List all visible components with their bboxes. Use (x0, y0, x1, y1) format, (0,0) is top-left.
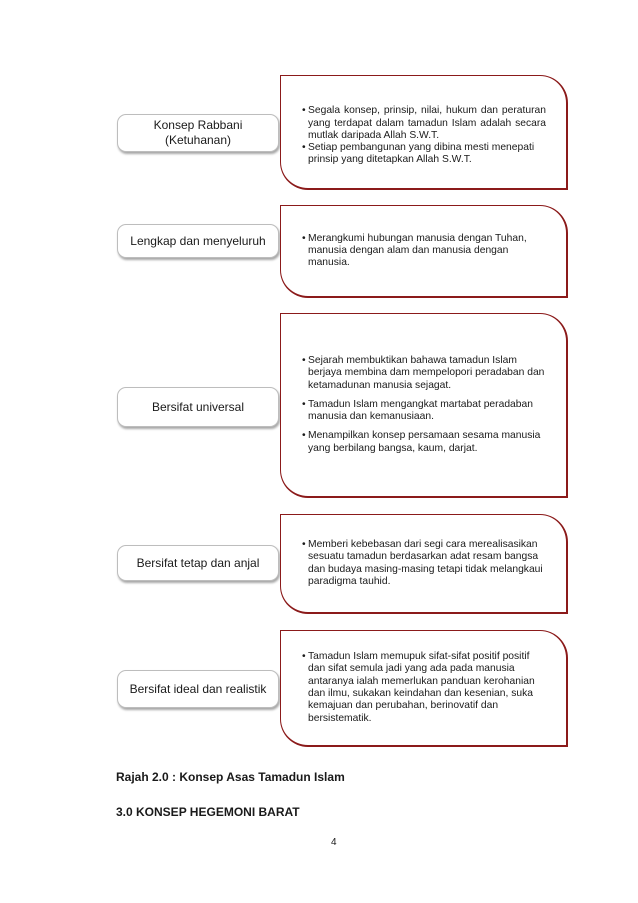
concept-label-lengkap (117, 224, 279, 258)
concept-label-tetap-anjal (117, 545, 279, 581)
concept-label-universal (117, 387, 279, 427)
concept-label-ideal-realistik (117, 670, 279, 708)
concept-label-text: Lengkap dan menyeluruh (130, 233, 266, 248)
concept-description-tetap-anjal (280, 514, 568, 614)
section-heading: 3.0 KONSEP HEGEMONI BARAT (116, 805, 300, 819)
concept-description-universal (280, 313, 568, 498)
concept-label-text: Bersifat universal (151, 399, 245, 414)
bullet-text: • Menampilkan konsep persamaan sesama manusia yang berbilang bangsa, kaum, darjat. (303, 430, 546, 455)
concept-description-ideal-realistik (280, 630, 568, 747)
bullet-text: • Segala konsep, prinsip, nilai, hukum dan peraturan yang terdapat dalam tamadun Islam adalah secara mutlak daripada Allah S.W.T. (303, 105, 546, 142)
bullet-text: • Memberi kebebasan dari segi cara merealisasikan sesuatu tamadun berdasarkan adat resam bangsa dan budaya masing-masing tetapi tidak melangkaui paradigma tauhid. (303, 539, 546, 588)
concept-description-lengkap (280, 205, 568, 298)
bullet-text: • Tamadun Islam mengangkat martabat peradaban manusia dan kemanusiaan. (303, 399, 546, 424)
bullet-text: • Merangkumi hubungan manusia dengan Tuhan, manusia dengan alam dan manusia dengan manusia. (303, 233, 546, 270)
concept-label-text: Bersifat ideal dan realistik (129, 681, 267, 696)
concept-label-text: Konsep Rabbani (Ketuhanan) (153, 118, 243, 147)
bullet-text: • Setiap pembangunan yang dibina mesti menepati prinsip yang ditetapkan Allah S.W.T. (303, 142, 546, 167)
page-number: 4 (331, 837, 337, 848)
figure-caption: Rajah 2.0 : Konsep Asas Tamadun Islam (116, 770, 345, 784)
bullet-text: • Tamadun Islam memupuk sifat-sifat positif positif dan sifat semula jadi yang ada pada manusia antaranya ialah memerlukan panduan kerohanian dan ilmu, sukakan keindahan dan kesenian, suka kemajuan dan perubahan, berinovatif dan bersistematik. (303, 651, 546, 725)
concept-label-rabbani (117, 114, 279, 152)
bullet-text: • Sejarah membuktikan bahawa tamadun Islam berjaya membina dam mempelopori peradaban dan ketamadunan manusia sejagat. (303, 355, 546, 392)
concept-label-text: Bersifat tetap dan anjal (136, 555, 260, 570)
concept-description-rabbani (280, 75, 568, 190)
